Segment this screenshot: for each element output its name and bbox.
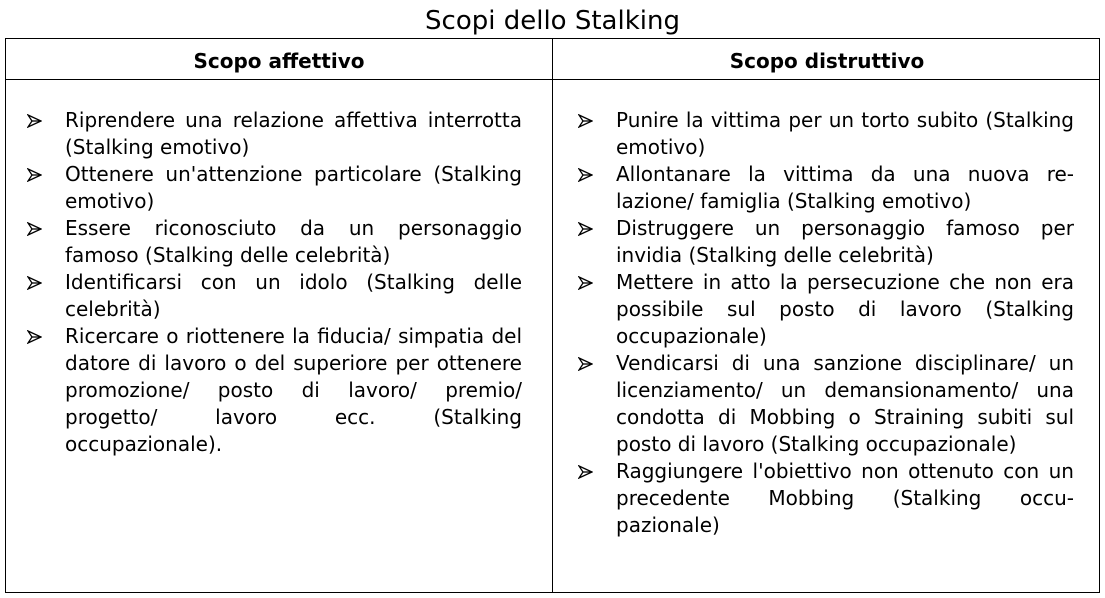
list-item-text: Punire la vittima per un torto subito (Stalking emotivo) [616,108,1074,159]
list-item [577,458,1074,539]
affective-goals-list [26,107,522,458]
list-item-text: Riprendere una relazione affettiva interrotta (Stalking emotivo) [65,108,522,159]
list-item [577,350,1074,458]
list-item-text: Vendicarsi di una sanzione disciplinare/ un licenziamento/ un demansionamento/ una condotta di Mobbing o Straining subiti sul posto di lavoro (Stalking occupazionale) [616,351,1074,456]
list-item [26,107,522,161]
list-item-text: Raggiungere l'obiettivo non ottenuto con un precedente Mobbing (Stalking occupazionale) [616,459,1074,537]
arrowhead-bullet-icon [26,161,46,188]
column-header-destructive: Scopo distruttivo [729,49,925,73]
arrowhead-bullet-icon [26,107,46,134]
list-item [577,161,1074,215]
list-item-text: Ricercare o riottenere la fiducia/ simpatia del datore di lavoro o del superiore per ottenere promozione/ posto di lavoro/ premio/ progetto/ lavoro ecc. (Stalking occupazionale). [65,324,522,456]
arrowhead-bullet-icon [577,161,597,188]
list-item [26,215,522,269]
arrowhead-bullet-icon [577,107,597,134]
column-header-affective: Scopo affettivo [193,49,365,73]
arrowhead-bullet-icon [577,458,597,485]
list-item-text: Distruggere un personaggio famoso per invidia (Stalking delle celebrità) [616,216,1074,267]
list-item [577,215,1074,269]
arrowhead-bullet-icon [577,350,597,377]
list-item-text: Ottenere un'attenzione particolare (Stalking emotivo) [65,162,522,213]
list-item [577,269,1074,350]
arrowhead-bullet-icon [26,215,46,242]
arrowhead-bullet-icon [577,215,597,242]
list-item-text: Identificarsi con un idolo (Stalking delle celebrità) [65,270,522,321]
header-divider [6,79,1099,80]
list-item-text: Mettere in atto la persecuzione che non era possibile sul posto di lavoro (Stalking occupazionale) [616,270,1074,348]
page-title: Scopi dello Stalking [425,6,680,36]
list-item [26,323,522,458]
list-item-text: Essere riconosciuto da un personaggio famoso (Stalking delle celebrità) [65,216,522,267]
destructive-goals-list [577,107,1074,539]
column-divider [552,39,553,592]
stalking-goals-table [5,38,1100,593]
list-item [577,107,1074,161]
list-item [26,269,522,323]
arrowhead-bullet-icon [26,269,46,296]
arrowhead-bullet-icon [577,269,597,296]
list-item [26,161,522,215]
arrowhead-bullet-icon [26,323,46,350]
list-item-text: Allontanare la vittima da una nuova relazione/ famiglia (Stalking emotivo) [616,162,1074,213]
